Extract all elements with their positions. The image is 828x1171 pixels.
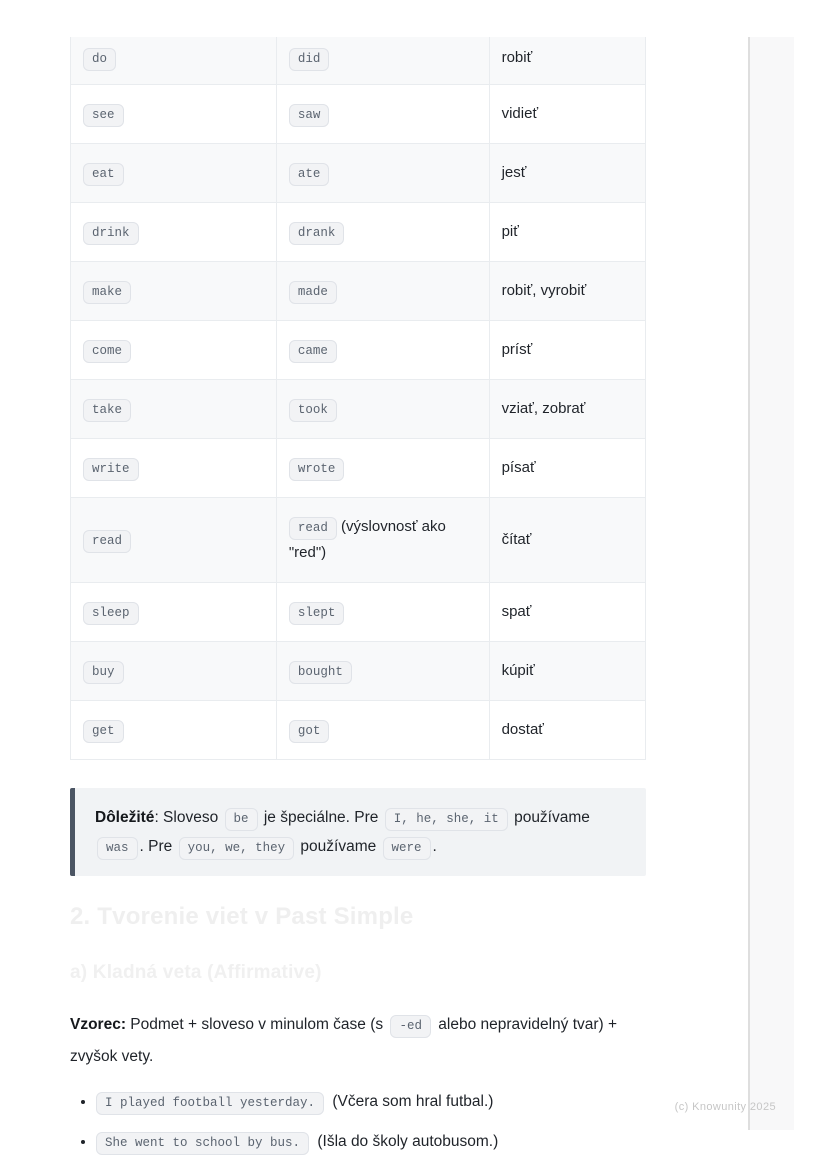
base-verb-cell xyxy=(71,262,277,321)
verb-table-row xyxy=(71,583,646,642)
past-verb-chip: came xyxy=(289,340,337,363)
verb-table-row xyxy=(71,701,646,760)
past-verb-chip: made xyxy=(289,281,337,304)
code-chip: She went to school by bus. xyxy=(96,1132,309,1155)
base-verb-chip: make xyxy=(83,281,131,304)
past-verb-chip: did xyxy=(289,48,330,71)
past-verb-cell xyxy=(276,321,489,380)
verb-table-row xyxy=(71,439,646,498)
past-verb-chip: bought xyxy=(289,661,352,684)
past-verb-chip: took xyxy=(289,399,337,422)
base-verb-chip: sleep xyxy=(83,602,139,625)
base-verb-chip: read xyxy=(83,530,131,553)
past-verb-chip: drank xyxy=(289,222,345,245)
irregular-verbs-table xyxy=(70,37,646,760)
page-edge-strip xyxy=(748,37,794,1130)
base-verb-cell xyxy=(71,642,277,701)
translation-cell: robiť, vyrobiť xyxy=(489,262,645,321)
example-list-item: • She went to school by bus. (Išla do školy autobusom.) xyxy=(96,1129,646,1155)
code-chip: be xyxy=(225,808,258,831)
base-verb-cell xyxy=(71,380,277,439)
bold-text: Dôležité xyxy=(95,809,155,826)
base-verb-cell xyxy=(71,37,277,85)
base-verb-cell xyxy=(71,321,277,380)
base-verb-chip: see xyxy=(83,104,124,127)
base-verb-chip: drink xyxy=(83,222,139,245)
past-verb-chip: got xyxy=(289,720,330,743)
past-verb-cell: read (výslovnosť ako "red") xyxy=(276,498,489,583)
translation-cell: robiť xyxy=(489,37,645,85)
verb-table-row xyxy=(71,321,646,380)
base-verb-cell xyxy=(71,144,277,203)
verb-table-row xyxy=(71,262,646,321)
translation-cell: písať xyxy=(489,439,645,498)
important-note-text: Dôležité: Sloveso be je špeciálne. Pre I, he, she, it používame was . Pre you, we, they používame were . xyxy=(95,809,590,855)
translation-cell: piť xyxy=(489,203,645,262)
verb-table-row xyxy=(71,380,646,439)
base-verb-cell xyxy=(71,498,277,583)
examples-list xyxy=(70,1089,646,1155)
formula-paragraph: Vzorec: Podmet + sloveso v minulom čase (s -ed alebo nepravidelný tvar) + zvyšok vety. xyxy=(70,1016,618,1065)
code-chip: -ed xyxy=(390,1015,431,1038)
subsection-heading: a) Kladná veta (Affirmative) xyxy=(70,962,322,983)
past-verb-cell xyxy=(276,144,489,203)
base-verb-cell xyxy=(71,701,277,760)
translation-cell: vidieť xyxy=(489,85,645,144)
past-verb-chip: saw xyxy=(289,104,330,127)
translation-cell: čítať xyxy=(489,498,645,583)
code-chip: you, we, they xyxy=(179,837,295,860)
translation-cell: prísť xyxy=(489,321,645,380)
section-heading: 2. Tvorenie viet v Past Simple xyxy=(70,903,414,930)
code-chip: I, he, she, it xyxy=(385,808,508,831)
base-verb-chip: take xyxy=(83,399,131,422)
code-chip: was xyxy=(97,837,138,860)
past-verb-cell xyxy=(276,583,489,642)
past-verb-cell xyxy=(276,203,489,262)
base-verb-chip: do xyxy=(83,48,116,71)
base-verb-chip: get xyxy=(83,720,124,743)
past-verb-chip: slept xyxy=(289,602,345,625)
base-verb-chip: buy xyxy=(83,661,124,684)
important-note xyxy=(70,788,646,876)
base-verb-cell xyxy=(71,85,277,144)
past-verb-cell xyxy=(276,85,489,144)
past-verb-cell xyxy=(276,439,489,498)
code-chip: were xyxy=(383,837,431,860)
base-verb-chip: come xyxy=(83,340,131,363)
translation-cell: spať xyxy=(489,583,645,642)
verb-table-row xyxy=(71,498,646,583)
past-verb-cell xyxy=(276,642,489,701)
past-verb-chip: read xyxy=(289,517,337,540)
document-page xyxy=(70,37,646,1169)
verb-table-row xyxy=(71,144,646,203)
code-chip: I played football yesterday. xyxy=(96,1092,324,1115)
base-verb-chip: eat xyxy=(83,163,124,186)
base-verb-cell xyxy=(71,203,277,262)
translation-cell: kúpiť xyxy=(489,642,645,701)
base-verb-chip: write xyxy=(83,458,139,481)
past-verb-cell xyxy=(276,262,489,321)
watermark-copyright: (c) Knowunity 2025 xyxy=(674,1101,776,1113)
verb-table-row xyxy=(71,642,646,701)
verb-table-body xyxy=(71,37,646,760)
past-verb-chip: ate xyxy=(289,163,330,186)
translation-cell: vziať, zobrať xyxy=(489,380,645,439)
past-verb-chip: wrote xyxy=(289,458,345,481)
past-verb-cell xyxy=(276,380,489,439)
verb-table-row xyxy=(71,85,646,144)
example-list-item: • I played football yesterday. (Včera som hral futbal.) xyxy=(96,1089,646,1115)
verb-table-row xyxy=(71,37,646,85)
verb-table-row xyxy=(71,203,646,262)
translation-cell: jesť xyxy=(489,144,645,203)
bold-text: Vzorec: xyxy=(70,1016,126,1033)
base-verb-cell xyxy=(71,439,277,498)
past-verb-cell xyxy=(276,37,489,85)
translation-cell: dostať xyxy=(489,701,645,760)
past-verb-cell xyxy=(276,701,489,760)
base-verb-cell xyxy=(71,583,277,642)
